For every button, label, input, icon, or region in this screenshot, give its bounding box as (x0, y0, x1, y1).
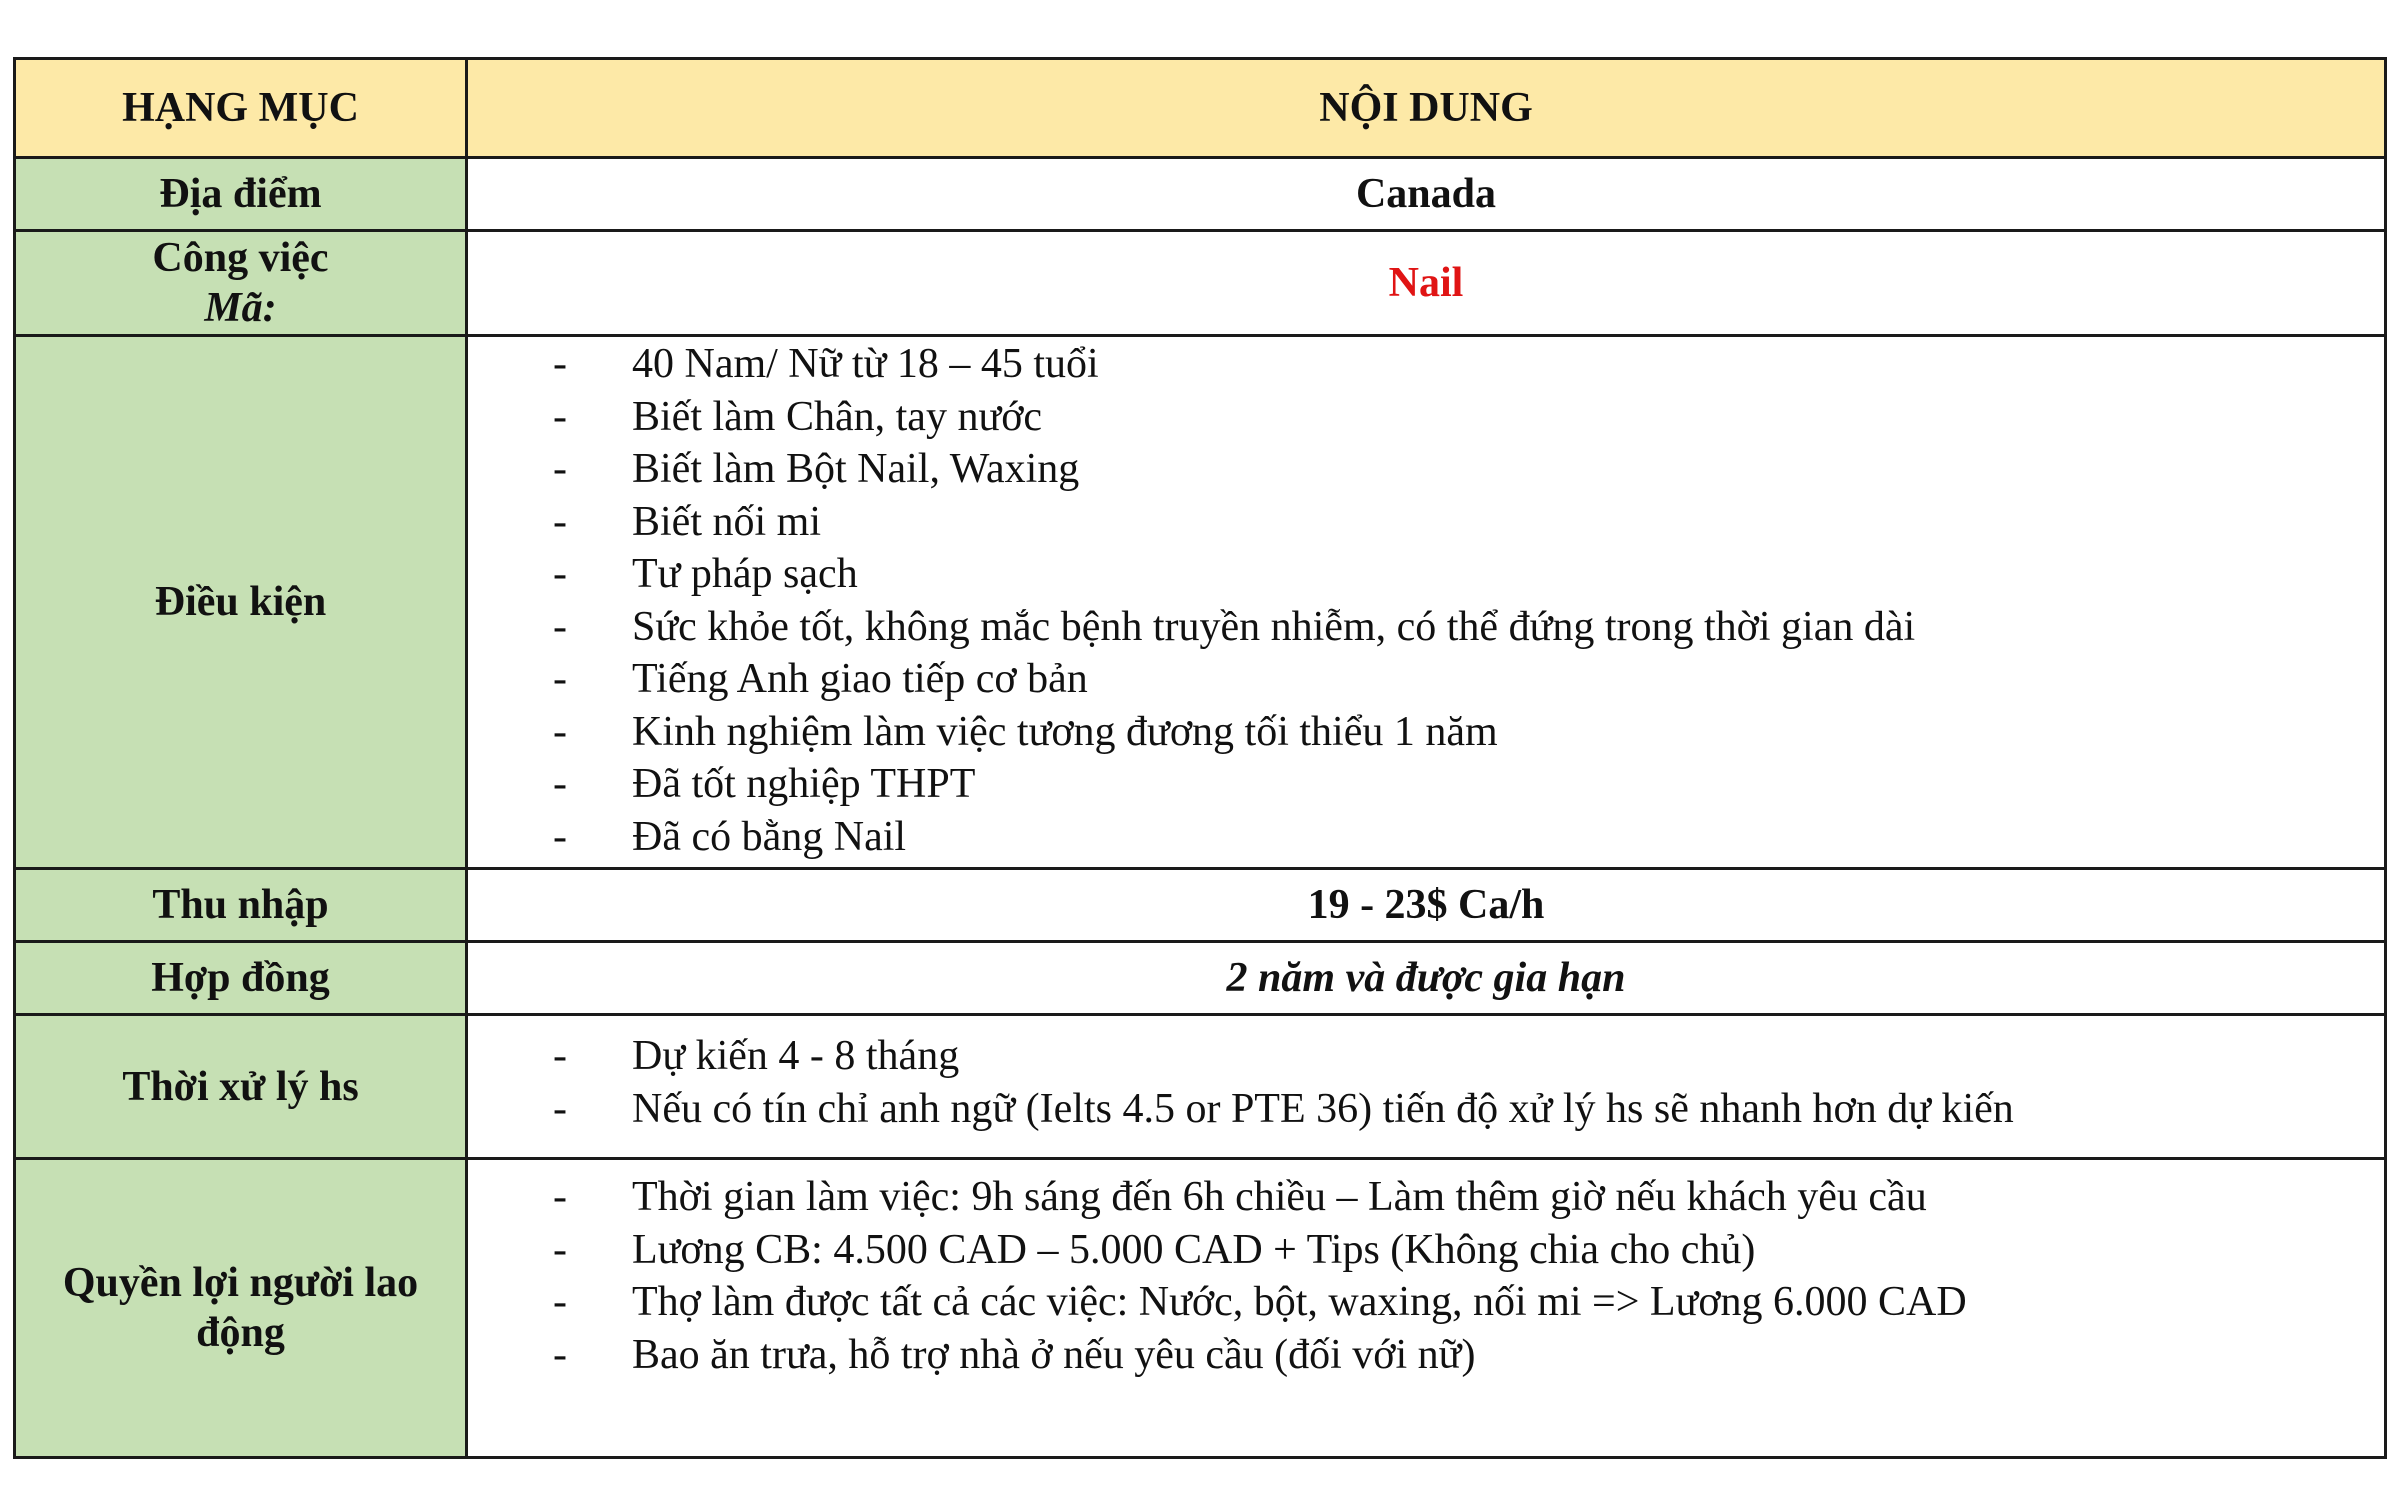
dash-bullet: - (553, 551, 567, 597)
row-processing (15, 1015, 2386, 1159)
dash-bullet: - (553, 393, 567, 440)
job-label: Công việc (152, 235, 329, 281)
row-job (15, 231, 2386, 336)
processing-text: Dự kiến 4 - 8 tháng (632, 1033, 960, 1079)
list-item (553, 1030, 2384, 1083)
row-contract (15, 942, 2386, 1015)
condition-text: Đã có bằng Nail (632, 813, 907, 860)
row-conditions (15, 336, 2386, 869)
list-item (553, 1276, 2384, 1329)
income-label: Thu nhập (15, 869, 467, 942)
dash-bullet: - (553, 813, 567, 860)
benefits-cell (467, 1159, 2386, 1458)
condition-text: Tư pháp sạch (632, 551, 858, 597)
dash-bullet: - (553, 1033, 567, 1079)
job-code-label: Mã: (204, 285, 277, 331)
location-label: Địa điểm (15, 158, 467, 231)
contract-value: 2 năm và được gia hạn (467, 942, 2386, 1015)
dash-bullet: - (553, 341, 567, 387)
conditions-cell (467, 336, 2386, 869)
list-item (553, 601, 2384, 654)
dash-bullet: - (553, 1174, 567, 1220)
list-item (553, 1224, 2384, 1277)
list-item (553, 758, 2384, 811)
list-item (553, 548, 2384, 601)
dash-bullet: - (553, 761, 567, 807)
job-value: Nail (467, 231, 2386, 336)
dash-bullet: - (553, 656, 567, 702)
processing-label: Thời xử lý hs (15, 1015, 467, 1159)
condition-text: Kinh nghiệm làm việc tương đương tối thiểu 1 năm (632, 708, 1498, 755)
condition-text: Đã tốt nghiệp THPT (632, 761, 976, 807)
list-item (553, 706, 2384, 759)
dash-bullet: - (553, 1279, 567, 1325)
condition-text: Tiếng Anh giao tiếp cơ bản (632, 656, 1088, 702)
condition-text: 40 Nam/ Nữ từ 18 – 45 tuổi (632, 341, 1099, 387)
list-item (553, 338, 2384, 391)
header-category: HẠNG MỤC (15, 59, 467, 158)
income-value: 19 - 23$ Ca/h (467, 869, 2386, 942)
job-info-table (13, 57, 2387, 1459)
list-item (553, 1083, 2384, 1136)
list-item (553, 1171, 2384, 1224)
dash-bullet: - (553, 446, 567, 492)
condition-text: Sức khỏe tốt, không mắc bệnh truyền nhiễm, có thể đứng trong thời gian dài (632, 603, 1916, 650)
list-item (553, 496, 2384, 549)
list-item (553, 443, 2384, 496)
dash-bullet: - (553, 603, 567, 650)
list-item (553, 653, 2384, 706)
job-label-cell (15, 231, 467, 336)
row-benefits (15, 1159, 2386, 1458)
conditions-label: Điều kiện (15, 336, 467, 869)
benefits-list (468, 1171, 2384, 1381)
benefit-text: Thợ làm được tất cả các việc: Nước, bột, waxing, nối mi => Lương 6.000 CAD (632, 1279, 1967, 1325)
benefit-text: Lương CB: 4.500 CAD – 5.000 CAD + Tips (Không chia cho chủ) (632, 1226, 1756, 1273)
row-income (15, 869, 2386, 942)
dash-bullet: - (553, 1331, 567, 1378)
dash-bullet: - (553, 708, 567, 755)
table-header-row (15, 59, 2386, 158)
contract-label: Hợp đồng (15, 942, 467, 1015)
location-value: Canada (467, 158, 2386, 231)
list-item (553, 811, 2384, 864)
benefits-label: Quyền lợi người lao động (15, 1159, 467, 1458)
list-item (553, 391, 2384, 444)
row-location (15, 158, 2386, 231)
condition-text: Biết nối mi (632, 498, 821, 545)
processing-cell (467, 1015, 2386, 1159)
benefit-text: Thời gian làm việc: 9h sáng đến 6h chiều – Làm thêm giờ nếu khách yêu cầu (632, 1174, 1927, 1220)
conditions-list (468, 338, 2384, 863)
dash-bullet: - (553, 1085, 567, 1132)
condition-text: Biết làm Bột Nail, Waxing (632, 446, 1080, 492)
dash-bullet: - (553, 498, 567, 545)
processing-list (468, 1030, 2384, 1135)
dash-bullet: - (553, 1226, 567, 1273)
processing-text: Nếu có tín chỉ anh ngữ (Ielts 4.5 or PTE 36) tiến độ xử lý hs sẽ nhanh hơn dự kiến (632, 1085, 2014, 1132)
header-content: NỘI DUNG (467, 59, 2386, 158)
condition-text: Biết làm Chân, tay nước (632, 393, 1043, 440)
benefit-text: Bao ăn trưa, hỗ trợ nhà ở nếu yêu cầu (đối với nữ) (632, 1331, 1476, 1378)
list-item (553, 1329, 2384, 1382)
